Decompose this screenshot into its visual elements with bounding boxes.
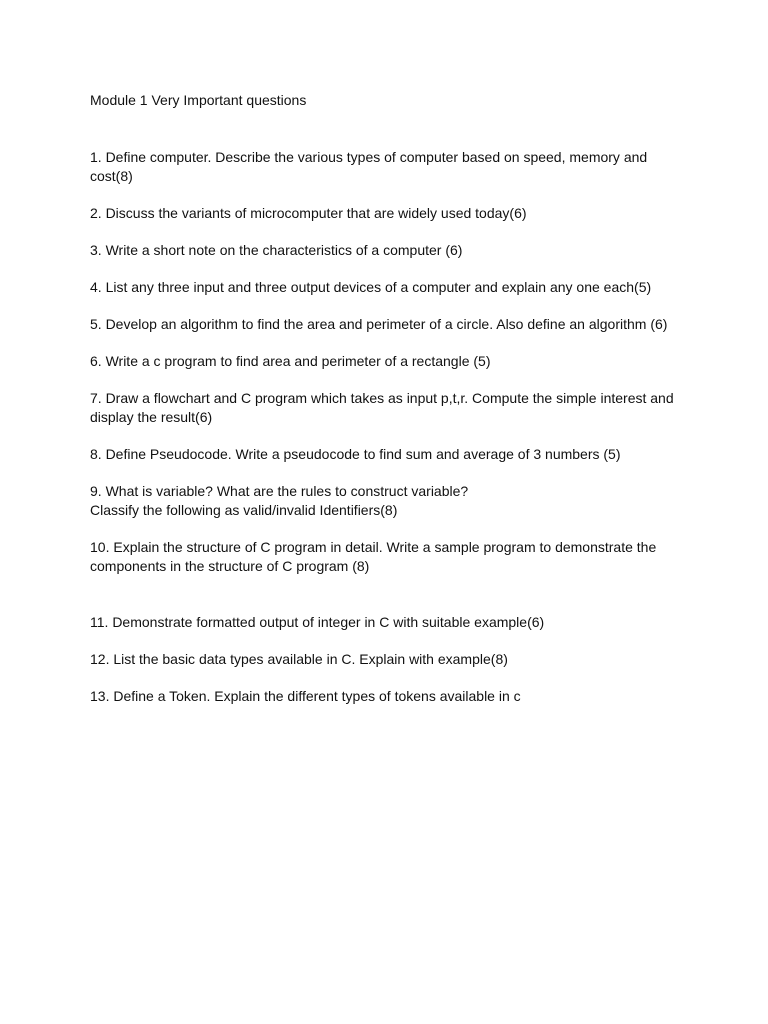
question-text: 3. Write a short note on the characteristics of a computer (6)	[90, 242, 463, 258]
question-item	[90, 148, 675, 186]
question-item	[90, 538, 675, 576]
question-text: cost(8)	[90, 168, 133, 184]
question-text: 7. Draw a flowchart and C program which takes as input p,t,r. Compute the simple interest and	[90, 390, 674, 406]
question-list	[90, 148, 675, 724]
question-text: 10. Explain the structure of C program in detail. Write a sample program to demonstrate the	[90, 539, 657, 555]
question-item	[90, 687, 675, 706]
question-text: 2. Discuss the variants of microcomputer that are widely used today(6)	[90, 205, 527, 221]
question-item	[90, 204, 675, 223]
document-title: Module 1 Very Important questions	[90, 92, 307, 108]
question-text: 6. Write a c program to find area and perimeter of a rectangle (5)	[90, 353, 491, 369]
question-item	[90, 613, 675, 632]
question-item	[90, 315, 675, 334]
question-item	[90, 650, 675, 669]
question-text: Classify the following as valid/invalid Identifiers(8)	[90, 502, 398, 518]
question-item	[90, 352, 675, 371]
question-text: 11. Demonstrate formatted output of integer in C with suitable example(6)	[90, 614, 545, 630]
question-item	[90, 241, 675, 260]
question-text: 5. Develop an algorithm to find the area and perimeter of a circle. Also define an algorithm (6)	[90, 316, 668, 332]
question-text: 9. What is variable? What are the rules to construct variable?	[90, 483, 469, 499]
question-text: 4. List any three input and three output devices of a computer and explain any one each(5)	[90, 279, 652, 295]
question-item	[90, 389, 675, 427]
question-text: 12. List the basic data types available in C. Explain with example(8)	[90, 651, 508, 667]
question-item	[90, 278, 675, 297]
question-item	[90, 482, 675, 520]
question-text: 1. Define computer. Describe the various types of computer based on speed, memory and	[90, 149, 648, 165]
question-text: 8. Define Pseudocode. Write a pseudocode to find sum and average of 3 numbers (5)	[90, 446, 621, 462]
question-text: components in the structure of C program (8)	[90, 558, 370, 574]
question-text: display the result(6)	[90, 409, 213, 425]
question-item	[90, 445, 675, 464]
question-text: 13. Define a Token. Explain the different types of tokens available in c	[90, 688, 521, 704]
